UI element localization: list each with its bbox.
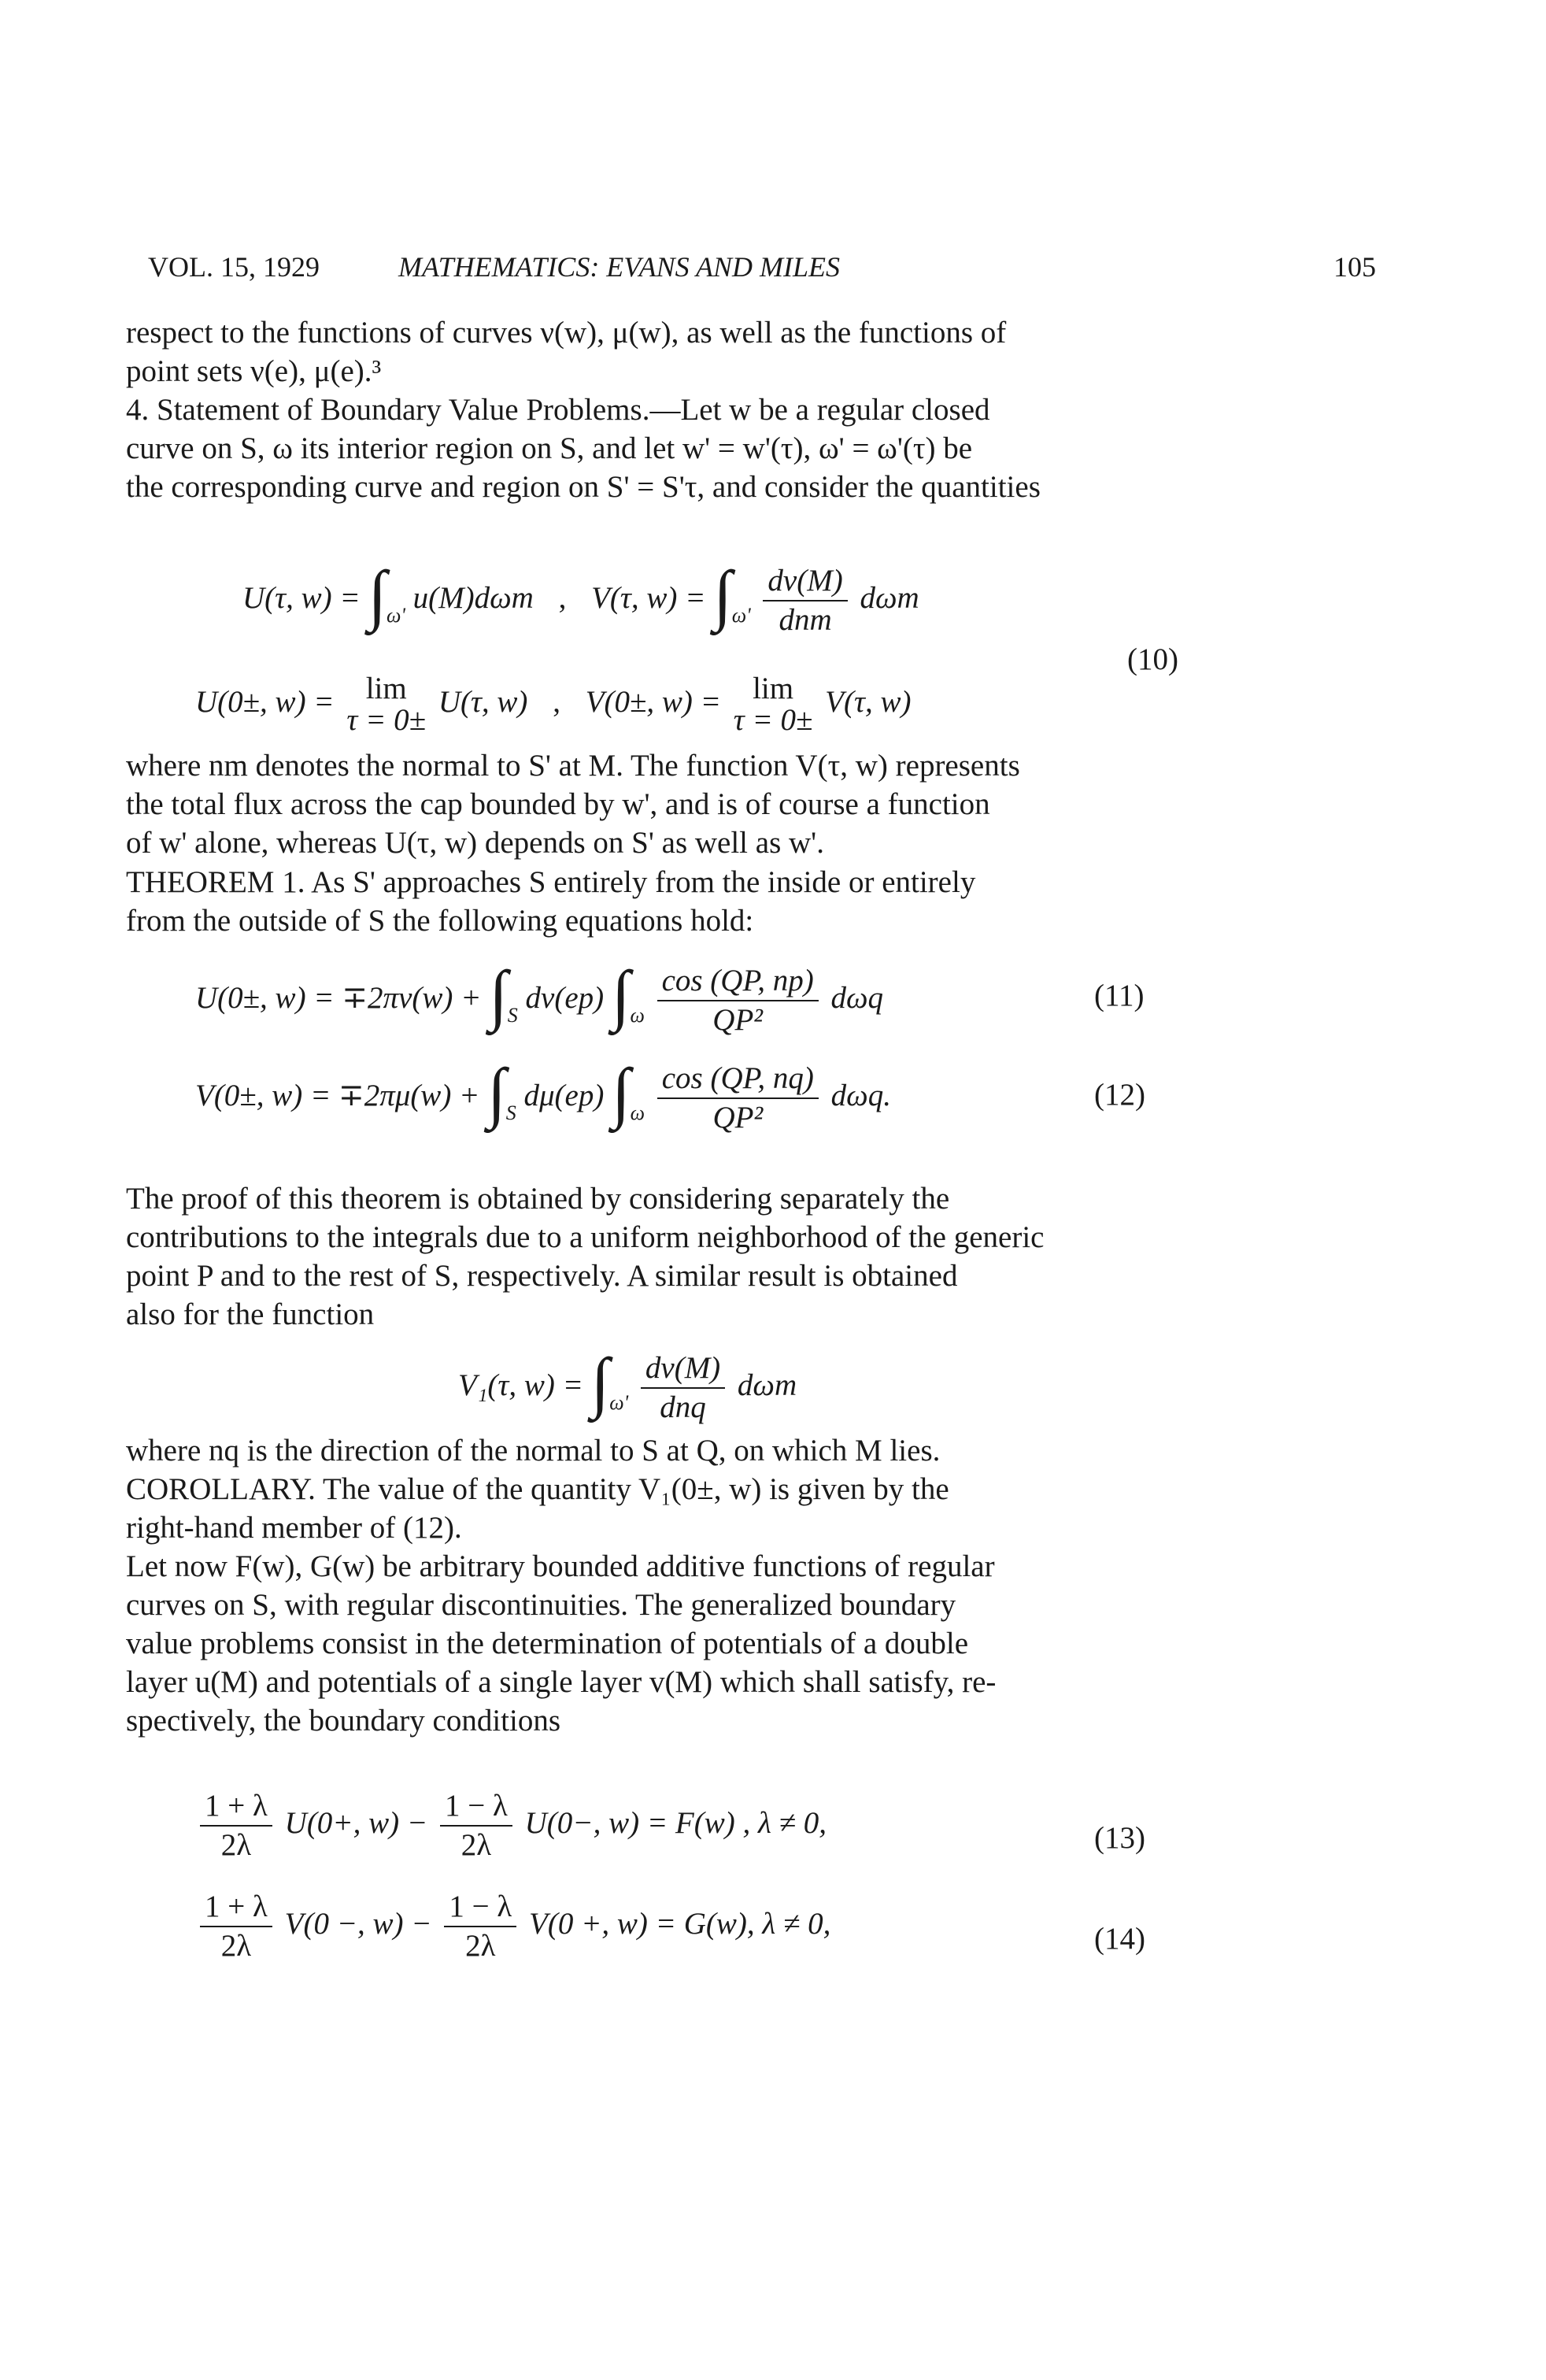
text-line: spectively, the boundary conditions [126, 1704, 561, 1738]
eqV1-tail: dωm [737, 1368, 797, 1402]
equation-11-number: (11) [1094, 979, 1145, 1012]
equation-V1 [458, 1338, 797, 1425]
text-line: from the outside of S the following equations hold: [126, 904, 754, 938]
integral-subscript: ω' [609, 1391, 629, 1414]
integral-sign: ∫ [590, 1344, 610, 1419]
equation-14 [195, 1890, 830, 1964]
text-line: of w' alone, whereas U(τ, w) depends on S' as well as w'. [126, 826, 824, 860]
fraction-numerator: 1 − λ [444, 1890, 516, 1927]
paragraph-normal [126, 1431, 1189, 1470]
integral-sign: ∫ [611, 957, 631, 1032]
integral-sign: ∫ [612, 1054, 631, 1130]
limit-subscript: τ = 0± [346, 703, 427, 737]
page-number: 105 [1333, 251, 1376, 283]
fraction [200, 1890, 272, 1964]
equation-12-number: (12) [1094, 1078, 1145, 1112]
text-line: curves on S, with regular discontinuities. The generalized boundary [126, 1588, 956, 1622]
equation-10-line-2 [195, 673, 911, 736]
equation-11 [195, 951, 883, 1038]
eq12-measure: dμ(ep) [523, 1079, 605, 1112]
fraction-denominator: 2λ [220, 1828, 252, 1862]
limit-operator [346, 673, 426, 736]
integral-sign: ∫ [489, 957, 508, 1032]
equation-12 [195, 1049, 891, 1135]
text-line: contributions to the integrals due to a uniform neighborhood of the generic [126, 1220, 1045, 1254]
eq12-lhs: V(0±, w) = ∓2πμ(w) + [195, 1079, 480, 1112]
journal-volume: VOL. 15, 1929 [148, 251, 320, 283]
running-title: MATHEMATICS: EVANS AND MILES [398, 251, 840, 283]
paragraph-flux [126, 746, 1189, 862]
text-line: where nm denotes the normal to S' at M. The function V(τ, w) represents [126, 749, 1020, 783]
text-line: the total flux across the cap bounded by w', and is of course a function [126, 787, 990, 821]
equation-10-line-1 [242, 551, 919, 638]
fraction-denominator: 2λ [460, 1828, 492, 1862]
text-line: THEOREM 1. As S' approaches S entirely from the inside or entirely [126, 865, 976, 899]
eqV1-lhs: V₁(τ, w) = [458, 1368, 583, 1402]
integral-subscript: ω [630, 1004, 645, 1027]
integral-subscript: ω [630, 1101, 645, 1124]
integral-sign: ∫ [713, 557, 732, 632]
paragraph-corollary [126, 1470, 1189, 1547]
fraction [440, 1789, 512, 1863]
limit-subscript: τ = 0± [733, 703, 813, 737]
fraction-numerator: dv(M) [641, 1351, 725, 1389]
equation-13-number: (13) [1094, 1821, 1145, 1855]
text-line: the corresponding curve and region on S' = S'τ, and consider the quantities [126, 470, 1041, 504]
eq12-tail: dωq. [830, 1079, 891, 1112]
text-line: respect to the functions of curves ν(w), μ(w), as well as the functions of [126, 316, 1007, 350]
fraction [444, 1890, 516, 1964]
text-line: point sets ν(e), μ(e).³ [126, 354, 382, 388]
eq10-V-lhs: V(τ, w) = [591, 581, 706, 615]
paragraph-section-4 [126, 390, 1189, 506]
paragraph-boundary-problems [126, 1547, 1189, 1740]
eq14-term1: V(0 −, w) − [284, 1906, 432, 1941]
eq10-separator: , [558, 581, 567, 615]
fraction [657, 964, 819, 1038]
equation-13 [195, 1789, 827, 1863]
fraction-numerator: 1 + λ [200, 1789, 272, 1827]
eq10-U0-lhs: U(0±, w) = [195, 684, 335, 719]
text-line: COROLLARY. The value of the quantity V₁(0±, w) is given by the [126, 1472, 949, 1506]
fraction [641, 1351, 725, 1425]
fraction [657, 1061, 819, 1135]
eq10-V0-rhs: V(τ, w) [825, 684, 912, 719]
fraction-denominator: 2λ [220, 1929, 252, 1963]
fraction-denominator: QP² [712, 1003, 763, 1038]
eq10-U-integrand: u(M)dωm [412, 581, 534, 615]
eq10-V0-lhs: V(0±, w) = [585, 684, 721, 719]
fraction-numerator: cos (QP, np) [657, 964, 819, 1001]
text-line: curve on S, ω its interior region on S, and let w' = w'(τ), ω' = ω'(τ) be [126, 431, 973, 465]
text-line: also for the function [126, 1297, 375, 1331]
text-line: The proof of this theorem is obtained by considering separately the [126, 1182, 950, 1216]
eq10-U-lhs: U(τ, w) = [242, 581, 361, 615]
fraction-denominator: QP² [712, 1101, 764, 1135]
integral-sign: ∫ [487, 1054, 506, 1130]
integral-subscript: ω' [386, 604, 405, 627]
eq11-measure: dν(ep) [525, 981, 605, 1015]
paragraph-continuation [126, 313, 1189, 390]
text-line: layer u(M) and potentials of a single layer v(M) which shall satisfy, re- [126, 1665, 997, 1699]
text-line: point P and to the rest of S, respectively. A similar result is obtained [126, 1259, 958, 1293]
eq10-V-tail: dωm [860, 581, 919, 615]
integral-subscript: S [507, 1004, 518, 1027]
eq14-term2: V(0 +, w) = G(w), λ ≠ 0, [529, 1906, 831, 1941]
eq11-tail: dωq [830, 981, 884, 1015]
limit-label: lim [753, 672, 794, 705]
integral-sign: ∫ [368, 557, 386, 632]
fraction-numerator: 1 − λ [440, 1789, 512, 1827]
integral-subscript: S [505, 1101, 516, 1124]
text-line: Let now F(w), G(w) be arbitrary bounded additive functions of regular [126, 1549, 995, 1583]
text-line: 4. Statement of Boundary Value Problems.—Let w be a regular closed [126, 393, 990, 427]
eq11-lhs: U(0±, w) = ∓2πν(w) + [195, 981, 482, 1015]
limit-label: lim [365, 672, 407, 705]
text-line: value problems consist in the determination of potentials of a double [126, 1627, 969, 1660]
integral-subscript: ω' [731, 604, 751, 627]
fraction [200, 1789, 272, 1863]
fraction-denominator: 2λ [465, 1929, 496, 1963]
fraction-numerator: cos (QP, nq) [657, 1061, 819, 1099]
eq10-U0-rhs: U(τ, w) [438, 684, 528, 719]
fraction-denominator: dnq [660, 1390, 706, 1425]
fraction-denominator: dnm [779, 603, 832, 638]
equation-10-number: (10) [1127, 642, 1178, 676]
text-line: where nq is the direction of the normal to S at Q, on which M lies. [126, 1434, 941, 1468]
fraction-numerator: 1 + λ [200, 1890, 272, 1927]
running-header [148, 250, 1376, 290]
paragraph-proof [126, 1179, 1189, 1334]
equation-14-number: (14) [1094, 1922, 1145, 1956]
eq13-term2: U(0−, w) = F(w) , λ ≠ 0, [524, 1805, 827, 1840]
paragraph-theorem-1 [126, 863, 1189, 940]
eq10-separator: , [553, 684, 560, 719]
text-line: right-hand member of (12). [126, 1511, 462, 1545]
fraction-numerator: dv(M) [763, 564, 847, 601]
eq13-term1: U(0+, w) − [284, 1805, 428, 1840]
fraction [763, 564, 847, 638]
limit-operator [734, 673, 813, 736]
